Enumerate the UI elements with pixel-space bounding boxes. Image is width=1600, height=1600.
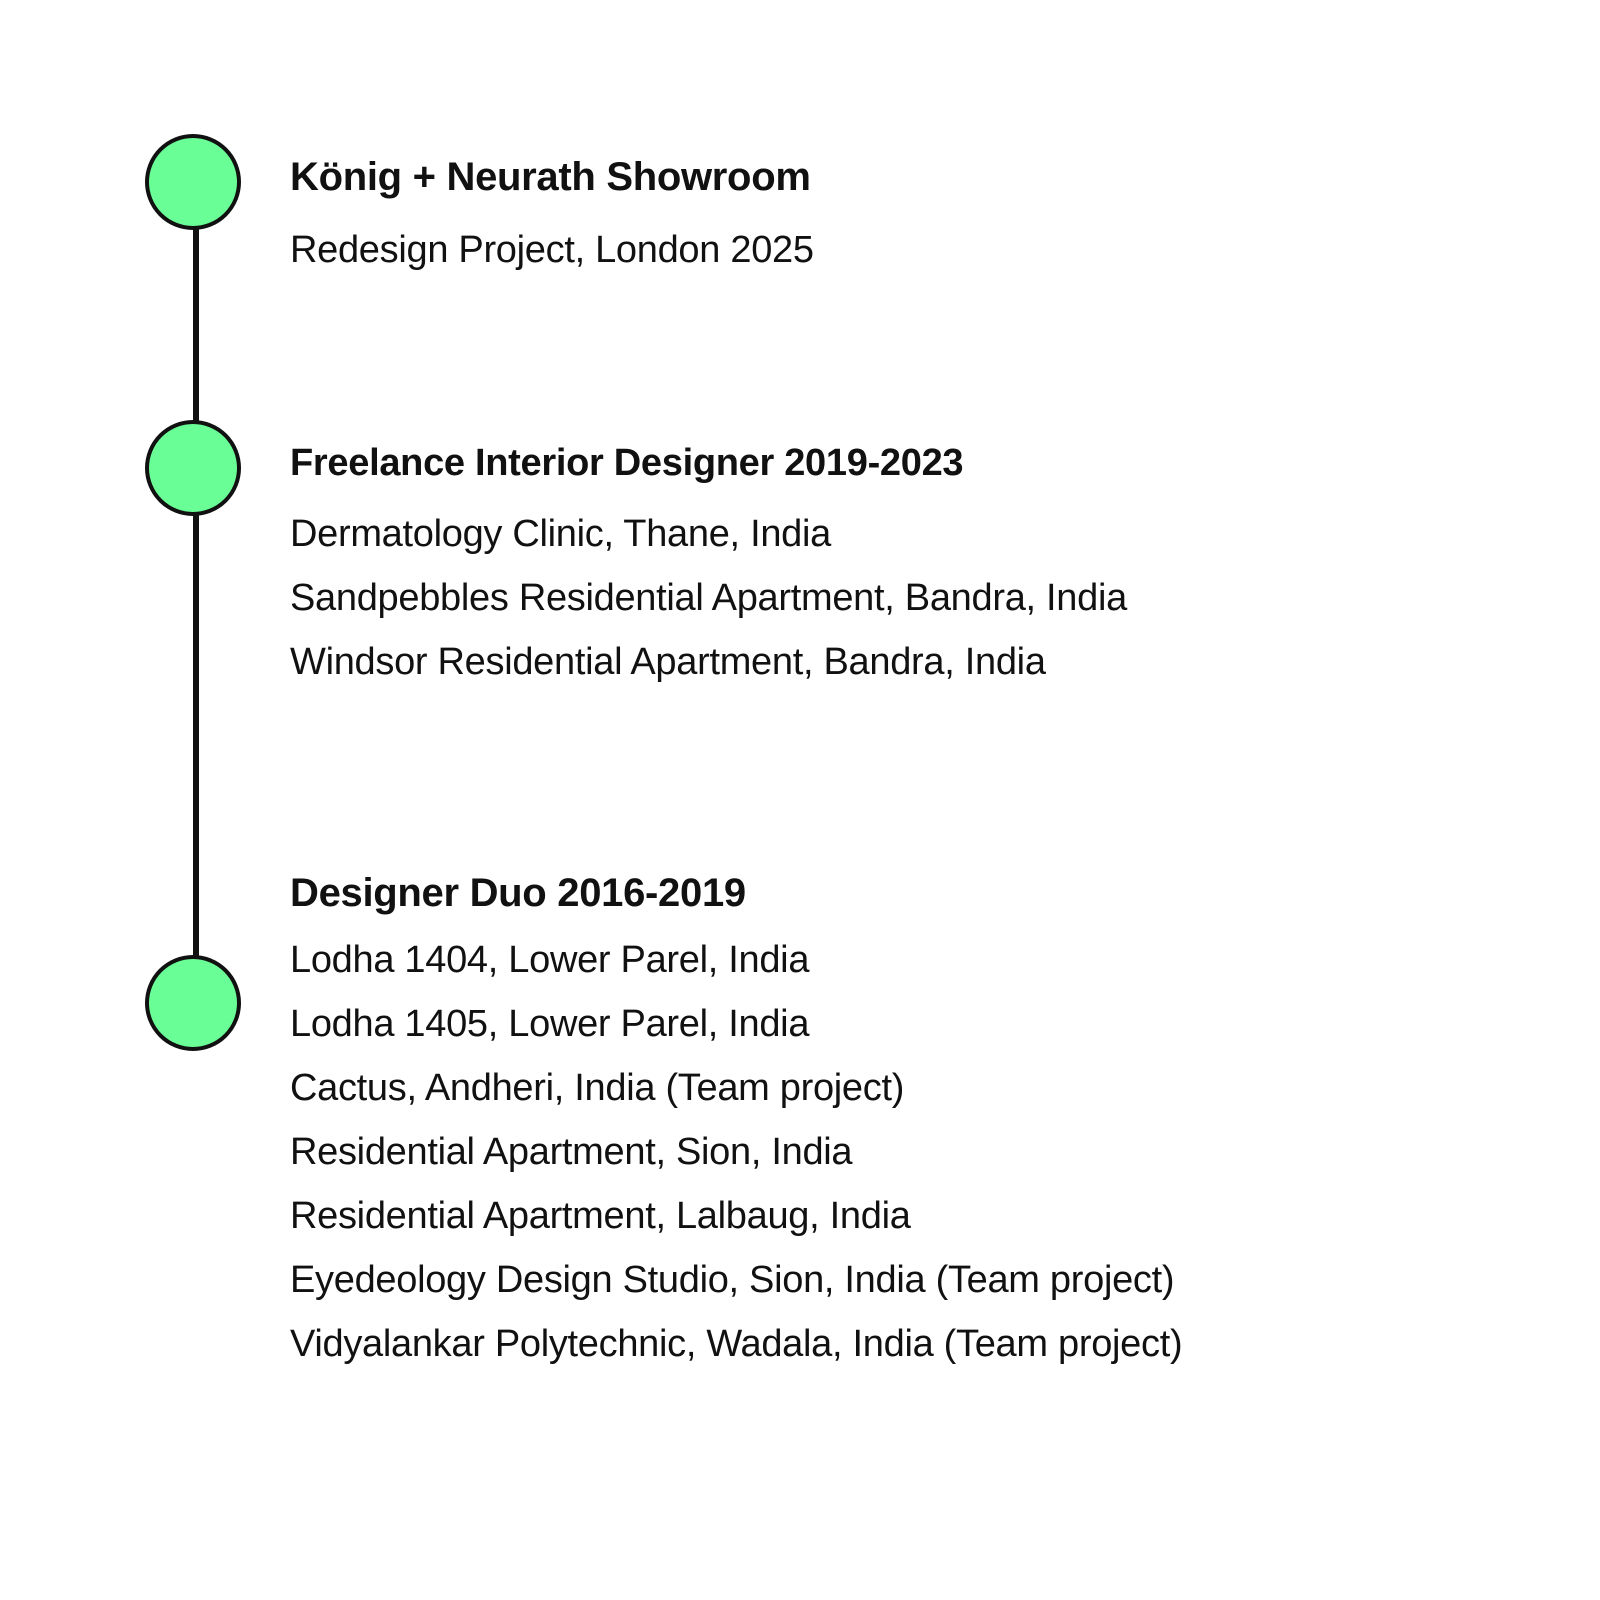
timeline-entry <box>290 152 814 282</box>
timeline-node <box>145 420 241 516</box>
entry-item: Residential Apartment, Sion, India <box>290 1131 853 1173</box>
entry-item: Vidyalankar Polytechnic, Wadala, India (Team project) <box>290 1323 1183 1365</box>
entry-item: Residential Apartment, Lalbaug, India <box>290 1195 911 1237</box>
timeline-line <box>193 182 199 1010</box>
entry-item: Dermatology Clinic, Thane, India <box>290 513 831 555</box>
timeline-entry <box>290 868 1182 1376</box>
entry-title: Designer Duo 2016-2019 <box>290 871 746 915</box>
timeline-entry <box>290 438 1127 694</box>
entry-items <box>290 218 814 282</box>
entry-item: Eyedeology Design Studio, Sion, India (Team project) <box>290 1259 1175 1301</box>
entry-items <box>290 928 1182 1376</box>
entry-title: König + Neurath Showroom <box>290 155 811 199</box>
entry-item: Lodha 1404, Lower Parel, India <box>290 939 810 981</box>
entry-item: Sandpebbles Residential Apartment, Bandra, India <box>290 577 1127 619</box>
timeline-node <box>145 955 241 1051</box>
entry-item: Cactus, Andheri, India (Team project) <box>290 1067 905 1109</box>
entry-items <box>290 502 1127 694</box>
entry-item: Lodha 1405, Lower Parel, India <box>290 1003 810 1045</box>
entry-item: Redesign Project, London 2025 <box>290 229 814 271</box>
timeline-node <box>145 134 241 230</box>
entry-item: Windsor Residential Apartment, Bandra, India <box>290 641 1046 683</box>
entry-title: Freelance Interior Designer 2019-2023 <box>290 442 964 484</box>
